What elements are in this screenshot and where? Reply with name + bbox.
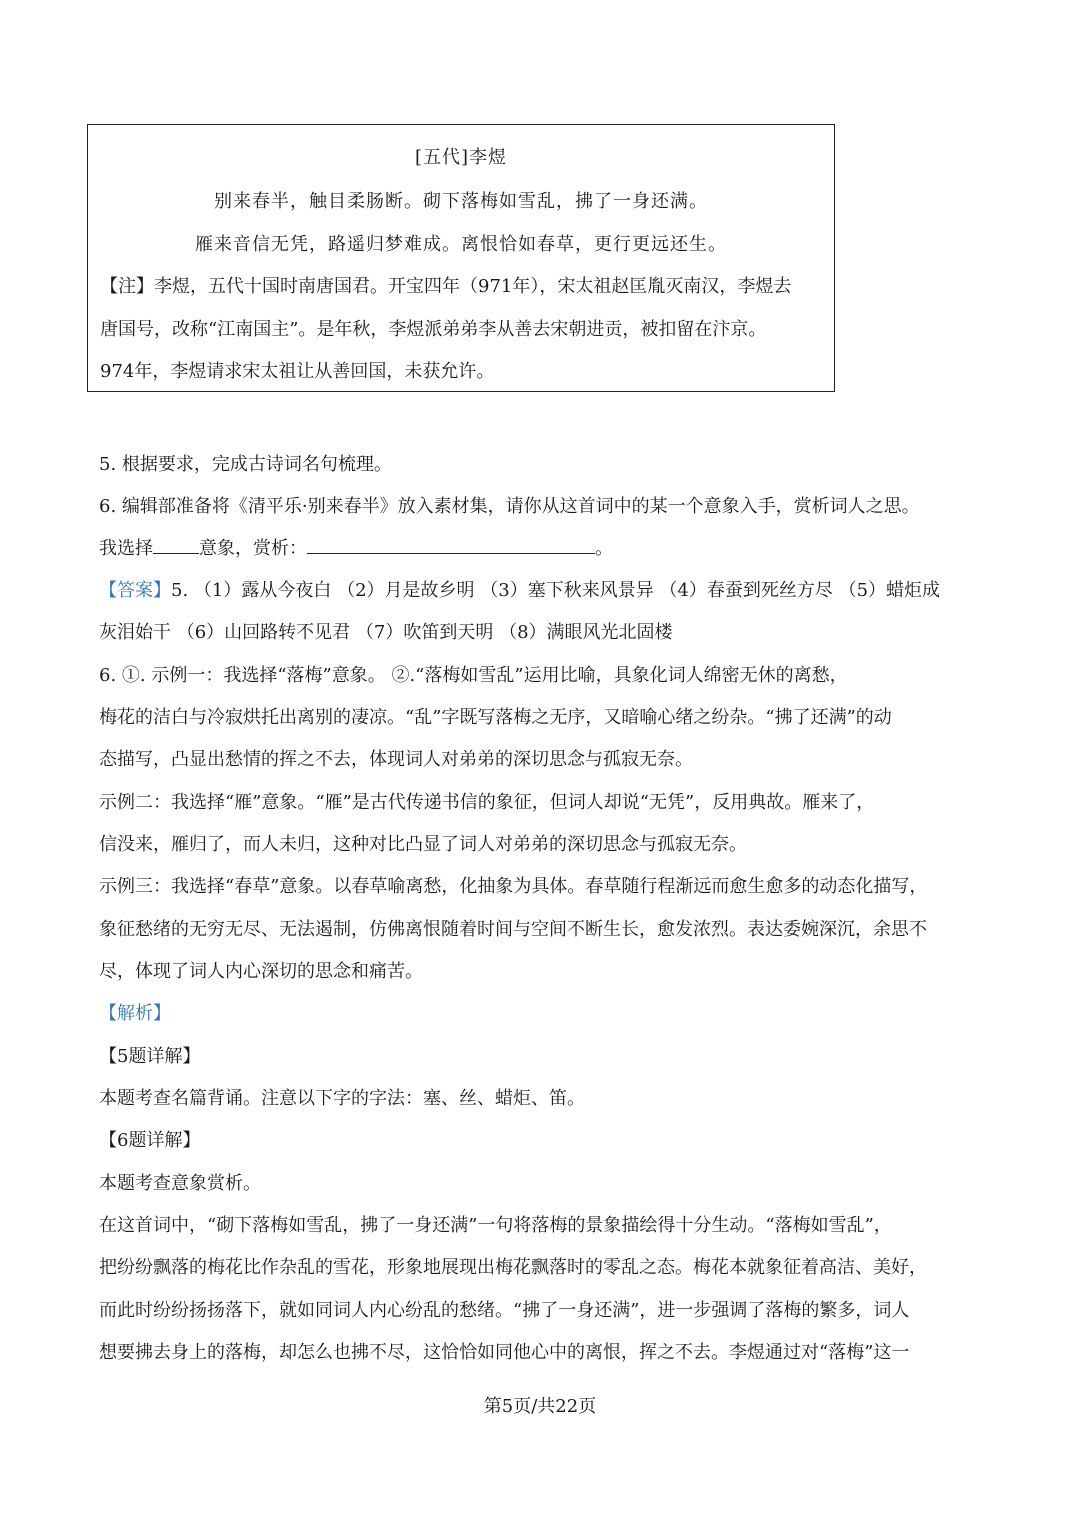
answer-q6-line-7: 象征愁绪的无穷无尽、无法遏制，仿佛离恨随着时间与空间不断生长，愈发浓烈。表达委婉深沉，余思不 — [99, 919, 927, 940]
answer-label: 【答案】 — [99, 580, 171, 601]
q5-detail-title: 【5题详解】 — [99, 1046, 201, 1067]
answer-text-1: 5. （1）露从今夜白 （2）月是故乡明 （3）塞下秋来风景异 （4）春蚕到死丝方尽 （5）蜡炬成 — [171, 580, 941, 601]
answer-q6-line-6: 示例三：我选择“春草”意象。以春草喻离愁，化抽象为具体。春草随行程渐远而愈生愈多的动态化描写， — [99, 876, 928, 897]
poem-note-line-1 — [100, 272, 791, 298]
analysis-label: 【解析】 — [99, 1003, 171, 1024]
imagery-blank[interactable] — [153, 535, 199, 554]
answer-q6-line-3: 态描写，凸显出愁情的挥之不去，体现词人对弟弟的深切思念与孤寂无奈。 — [99, 749, 693, 770]
q6-detail-line-2: 把纷纷飘落的梅花比作杂乱的雪花，形象地展现出梅花飘落时的零乱之态。梅花本就象征着高洁、美好， — [99, 1257, 927, 1278]
answer-q6-line-5: 信没来，雁归了，而人未归，这种对比凸显了词人对弟弟的深切思念与孤寂无奈。 — [99, 834, 747, 855]
page-number: 第5页/共22页 — [483, 1396, 597, 1417]
note-text-1: 李煜，五代十国时南唐国君。开宝四年（971年），宋太祖赵匡胤灭南汉，李煜去 — [154, 276, 792, 297]
q6-detail-line-4: 想要拂去身上的落梅，却怎么也拂不尽，这恰恰如同他心中的离恨，挥之不去。李煜通过对“落梅”这一 — [99, 1342, 910, 1363]
fill-prefix: 我选择 — [99, 538, 153, 559]
poem-box — [87, 124, 835, 392]
q6-detail-intro: 本题考查意象赏析。 — [99, 1173, 261, 1194]
q6-detail-title: 【6题详解】 — [99, 1130, 201, 1151]
poem-line-1: 别来春半，触目柔肠断。砌下落梅如雪乱，拂了一身还满。 — [214, 191, 708, 212]
answer-line-2: 灰泪始干 （6）山回路转不见君 （7）吹笛到天明 （8）满眼风光北固楼 — [99, 622, 673, 643]
question-6-fill — [99, 534, 613, 560]
fill-middle: 意象，赏析： — [199, 538, 307, 559]
question-5: 5. 根据要求，完成古诗词名句梳理。 — [99, 454, 392, 475]
appreciation-blank[interactable] — [307, 535, 595, 554]
q6-detail-line-1: 在这首词中，“砌下落梅如雪乱，拂了一身还满”一句将落梅的景象描绘得十分生动。“落梅如雪乱”， — [99, 1215, 892, 1236]
answer-q6-line-1: 6. ①. 示例一：我选择“落梅”意象。 ②.“落梅如雪乱”运用比喻，具象化词人绵密无休的离愁， — [99, 665, 848, 686]
poem-note-line-3: 974年，李煜请求宋太祖让从善回国，未获允许。 — [100, 361, 495, 382]
answer-q6-line-2: 梅花的洁白与冷寂烘托出离别的凄凉。“乱”字既写落梅之无序，又暗喻心绪之纷杂。“拂了还满”的动 — [99, 707, 892, 728]
poem-line-2: 雁来音信无凭，路遥归梦难成。离恨恰如春草，更行更远还生。 — [195, 234, 727, 255]
answer-q6-line-4: 示例二：我选择“雁”意象。“雁”是古代传递书信的象征，但词人却说“无凭”，反用典故。雁来了， — [99, 792, 875, 813]
q6-detail-line-3: 而此时纷纷扬扬落下，就如同词人内心纷乱的愁绪。“拂了一身还满”，进一步强调了落梅的繁多，词人 — [99, 1300, 910, 1321]
poem-note-line-2: 唐国号，改称“江南国主”。是年秋，李煜派弟弟李从善去宋朝进贡，被扣留在汴京。 — [100, 319, 767, 340]
note-label: 【注】 — [100, 276, 154, 297]
answer-q6-line-8: 尽，体现了词人内心深切的思念和痛苦。 — [99, 961, 423, 982]
answer-line-1 — [99, 576, 940, 602]
fill-end: 。 — [595, 538, 613, 559]
poem-author: [五代]李煜 — [414, 147, 508, 168]
question-6: 6. 编辑部准备将《清平乐·别来春半》放入素材集，请你从这首词中的某一个意象入手，赏析词人之思。 — [99, 496, 920, 517]
q5-detail-text: 本题考查名篇背诵。注意以下字的字法：塞、丝、蜡炬、笛。 — [99, 1088, 585, 1109]
